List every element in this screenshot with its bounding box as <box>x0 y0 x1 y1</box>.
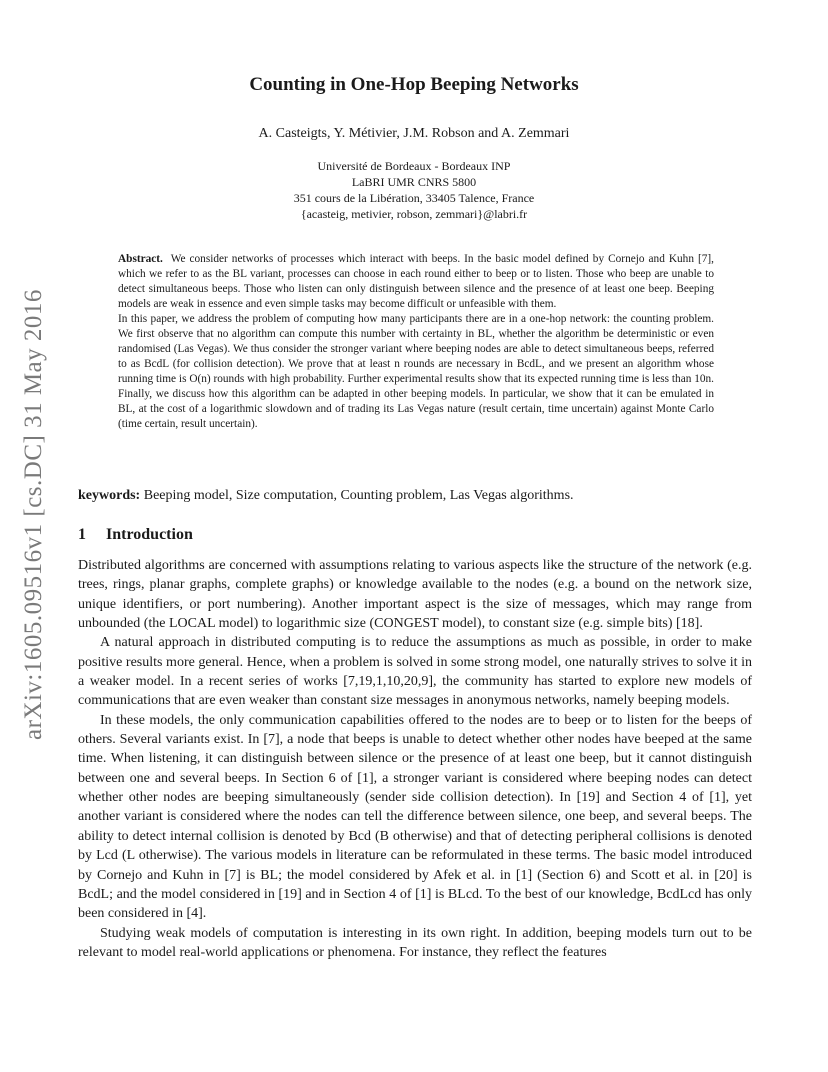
paper-title: Counting in One-Hop Beeping Networks <box>249 74 579 95</box>
abstract-paragraph <box>118 252 714 312</box>
affiliation-line: LaBRI UMR CNRS 5800 <box>351 175 477 189</box>
abstract-text: We consider networks of processes which interact with beeps. In the basic model defined by Cornejo and Kuhn [7], which we refer to as the BL variant, processes can choose in each round either to beep or to listen. Those who beep are unable to detect simultaneous beeps. Those who listen can only distinguish between silence and the presence of at least one beep. Beeping models are weak in essence and even simple tasks may become difficult or unfeasible with them. <box>118 253 714 310</box>
keywords-text: Beeping model, Size computation, Counting problem, Las Vegas algorithms. <box>143 488 574 503</box>
affiliation-line: Université de Bordeaux - Bordeaux INP <box>317 159 511 173</box>
body-paragraph: A natural approach in distributed computing is to reduce the assumptions as much as possible, in order to make positive results more general. Hence, when a problem is solved in some strong model, one naturally strives to solve it in a weaker model. In a recent series of works [7,19,1,10,20,9], the community has started to explore new models of communications that are even weaker than constant size messages in anonymous networks, namely beeping models. <box>78 635 752 709</box>
body-paragraph: In these models, the only communication capabilities offered to the nodes are to beep or to listen for the beeps of others. Several variants exist. In [7], a node that beeps is unable to detect whether other nodes have beeped at the same time. When listening, it can distinguish between silence or the presence of at least one beep, but it cannot distinguish between one and several beeps. In Section 6 of [1], a stronger variant is considered where beeping nodes can detect whether other nodes are beeping simultaneously (sender side collision detection). In [19] and Section 4 of [1], yet another variant is considered where the nodes can tell the difference between silence, one beep, and several beeps. The ability to detect internal collision is denoted by Bcd (B otherwise) and that of detecting peripheral collisions is denoted by Lcd (L otherwise). The various models in literature can be reformulated in these terms. The basic model introduced by Cornejo and Kuhn in [7] is BL; the model considered by Afek et al. in [1] (Section 6) and Scott et al. in [20] is BcdL; and the model considered in [19] and in Section 4 of [1] is BLcd. To the best of our knowledge, BcdLcd has only been considered in [4]. <box>78 712 752 922</box>
section-title: Introduction <box>106 526 193 543</box>
body-paragraph: Distributed algorithms are concerned with assumptions relating to various aspects like the structure of the network (e.g. trees, rings, planar graphs, complete graphs) or knowledge available to the nodes (e.g. a bound on the network size, unique identifiers, or port numbering). Another important aspect is the size of messages, which may range from unbounded (the LOCAL model) to logarithmic size (CONGEST model), to constant size (e.g. simple bits) [18]. <box>78 558 752 632</box>
affiliation <box>0 158 828 222</box>
keywords <box>78 488 758 504</box>
arxiv-id: arXiv:1605.09516v1 [cs.DC] 31 May 2016 <box>20 289 47 740</box>
body-text <box>78 556 752 962</box>
affiliation-line: 351 cours de la Libération, 33405 Talence, France <box>293 191 535 205</box>
author-list: A. Casteigts, Y. Métivier, J.M. Robson and A. Zemmari <box>258 126 570 141</box>
keywords-label: keywords: <box>78 488 141 503</box>
affiliation-email: {acasteig, metivier, robson, zemmari}@labri.fr <box>300 207 528 221</box>
section-number: 1 <box>78 526 86 543</box>
abstract <box>118 252 714 432</box>
arxiv-stamp <box>20 240 50 740</box>
abstract-label: Abstract. <box>118 253 163 265</box>
body-paragraph: Studying weak models of computation is interesting in its own right. In addition, beeping models turn out to be relevant to model real-world applications or phenomena. For instance, they reflect the features <box>78 925 752 960</box>
abstract-paragraph: In this paper, we address the problem of computing how many participants there are in a one-hop network: the counting problem. We first observe that no algorithm can compute this number with certainty in BL, whether the algorithm be deterministic or even randomised (Las Vegas). We thus consider the stronger variant where beeping nodes are able to detect simultaneous beeps, referred to as BcdL (for collision detection). We prove that at least n rounds are necessary in BcdL, and we present an algorithm whose running time is O(n) rounds with high probability. Further experimental results show that its expected running time is less than 10n. Finally, we discuss how this algorithm can be adapted in other beeping models. In particular, we show that it can be emulated in BL, at the cost of a logarithmic slowdown and of trading its Las Vegas nature (result certain, time uncertain) against Monte Carlo (time certain, result uncertain). <box>118 313 714 430</box>
section-heading <box>78 526 193 544</box>
